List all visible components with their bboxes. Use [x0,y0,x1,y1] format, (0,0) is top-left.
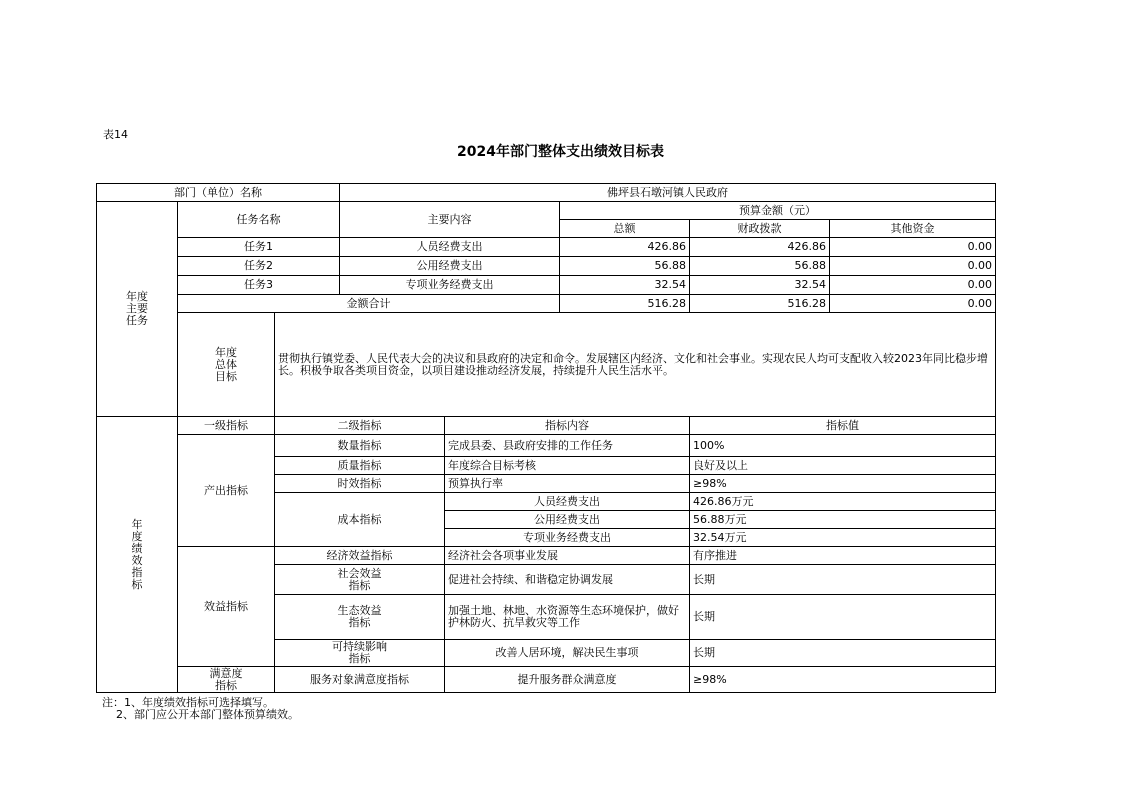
indicator-content: 完成县委、县政府安排的工作任务 [445,435,690,457]
indicator-content: 经济社会各项事业发展 [445,547,690,565]
task-name: 任务3 [178,276,340,295]
indicator-level2: 经济效益指标 [275,547,445,565]
indicator-content: 人员经费支出 [445,493,690,511]
task-other: 0.00 [830,276,996,295]
section-annual-tasks: 年度 主要 任务 [97,202,178,417]
indicator-level2: 服务对象满意度指标 [275,667,445,693]
indicator-value: 32.54万元 [690,529,996,547]
task-total: 32.54 [560,276,690,295]
indicator-value: 良好及以上 [690,457,996,475]
task-fiscal: 56.88 [690,257,830,276]
footnote-line: 2、部门应公开本部门整体预算绩效。 [102,708,299,721]
indicator-value: 100% [690,435,996,457]
indicator-level2: 成本指标 [275,493,445,547]
section-performance-indicators: 年 度 绩 效 指 标 [97,417,178,693]
indicator-header-row [97,417,996,435]
indicator-level2: 社会效益 指标 [275,565,445,595]
benefit-indicators-label: 效益指标 [178,547,275,667]
hdr-content: 指标内容 [445,417,690,435]
table-number: 表14 [103,128,128,141]
satisfaction-indicators-label: 满意度 指标 [178,667,275,693]
col-fiscal: 财政拨款 [690,220,830,238]
footnotes [102,697,299,721]
task-content: 专项业务经费支出 [340,276,560,295]
hdr-level1: 一级指标 [178,417,275,435]
task-total: 426.86 [560,238,690,257]
indicator-value: 有序推进 [690,547,996,565]
indicator-row [97,435,996,457]
task-content: 人员经费支出 [340,238,560,257]
section-annual-goal: 年度 总体 目标 [178,313,275,417]
col-total: 总额 [560,220,690,238]
indicator-level2: 可持续影响 指标 [275,640,445,667]
indicator-value: 56.88万元 [690,511,996,529]
sum-row [97,295,996,313]
task-content: 公用经费支出 [340,257,560,276]
hdr-level2: 二级指标 [275,417,445,435]
task-other: 0.00 [830,238,996,257]
indicator-level2: 时效指标 [275,475,445,493]
indicator-content: 年度综合目标考核 [445,457,690,475]
indicator-content: 加强土地、林地、水资源等生态环境保护，做好护林防火、抗旱救灾等工作 [445,595,690,640]
task-fiscal: 32.54 [690,276,830,295]
task-header-row-1 [97,202,996,220]
task-total: 56.88 [560,257,690,276]
task-other: 0.00 [830,257,996,276]
indicator-value: 长期 [690,595,996,640]
goal-text: 贯彻执行镇党委、人民代表大会的决议和县政府的决定和命令。发展辖区内经济、文化和社会事业。实现农民人均可支配收入较2023年同比稳步增长。积极争取各类项目资金，以项目建设推动经济发展，持续提升人民生活水平。 [275,313,996,417]
goal-row [97,313,996,417]
hdr-value: 指标值 [690,417,996,435]
indicator-level2: 数量指标 [275,435,445,457]
dept-value: 佛坪县石墩河镇人民政府 [340,184,996,202]
page-title: 2024年部门整体支出绩效目标表 [457,144,664,160]
sum-other: 0.00 [830,295,996,313]
col-other: 其他资金 [830,220,996,238]
output-indicators-label: 产出指标 [178,435,275,547]
task-row [97,276,996,295]
indicator-level2: 生态效益 指标 [275,595,445,640]
indicator-value: 长期 [690,640,996,667]
task-name: 任务1 [178,238,340,257]
task-row [97,238,996,257]
indicator-value: ≥98% [690,475,996,493]
indicator-level2: 质量指标 [275,457,445,475]
indicator-content: 公用经费支出 [445,511,690,529]
indicator-content: 促进社会持续、和谐稳定协调发展 [445,565,690,595]
col-main-content: 主要内容 [340,202,560,238]
indicator-value: 426.86万元 [690,493,996,511]
indicator-content: 专项业务经费支出 [445,529,690,547]
sum-total: 516.28 [560,295,690,313]
indicator-content: 改善人居环境，解决民生事项 [445,640,690,667]
indicator-row [97,667,996,693]
task-fiscal: 426.86 [690,238,830,257]
indicator-value: 长期 [690,565,996,595]
performance-table [96,183,996,693]
col-budget: 预算金额（元） [560,202,996,220]
col-task-name: 任务名称 [178,202,340,238]
dept-row [97,184,996,202]
indicator-value: ≥98% [690,667,996,693]
task-name: 任务2 [178,257,340,276]
indicator-row [97,547,996,565]
dept-label: 部门（单位）名称 [97,184,340,202]
sum-label: 金额合计 [178,295,560,313]
task-row [97,257,996,276]
footnote-line: 注：1、年度绩效指标可选择填写。 [102,696,274,709]
sum-fiscal: 516.28 [690,295,830,313]
indicator-content: 提升服务群众满意度 [445,667,690,693]
indicator-content: 预算执行率 [445,475,690,493]
